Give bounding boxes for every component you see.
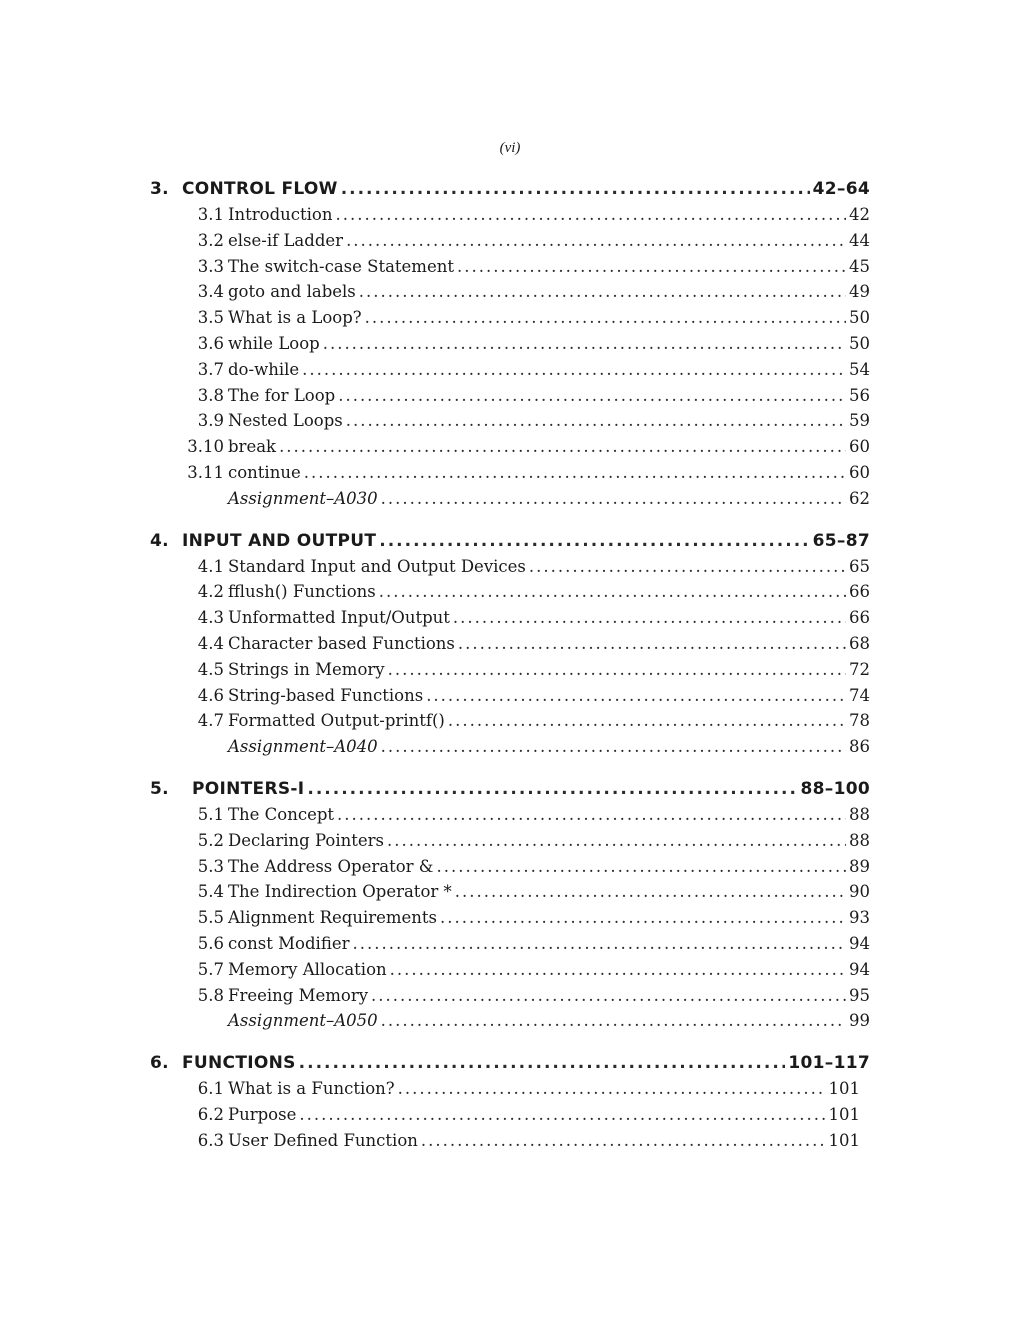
dot-leader — [379, 528, 809, 554]
dot-leader — [453, 605, 846, 631]
toc-entry[interactable] — [150, 1128, 870, 1154]
section-page: 72 — [849, 659, 870, 679]
section-title: The Concept — [228, 804, 335, 824]
chapter-title: POINTERS-I — [192, 778, 305, 799]
chapter-number: 3. — [150, 179, 169, 199]
dot-leader — [299, 1050, 786, 1076]
chapter-title: INPUT AND OUTPUT — [182, 530, 377, 551]
section-page: 74 — [849, 685, 870, 705]
toc-entry[interactable] — [150, 202, 870, 228]
section-title: Alignment Requirements — [228, 908, 438, 928]
dot-leader — [448, 708, 846, 734]
toc-entry[interactable] — [150, 802, 870, 828]
dot-leader — [337, 802, 846, 828]
section-title: fflush() Functions — [228, 582, 376, 602]
dot-leader — [304, 460, 846, 486]
dot-leader — [341, 176, 810, 202]
section-title: Memory Allocation — [228, 959, 387, 979]
section-page: 49 — [849, 282, 870, 302]
toc-entry[interactable] — [150, 854, 870, 880]
chapter-page-range: 42–64 — [812, 179, 870, 199]
toc-entry[interactable] — [150, 228, 870, 254]
dot-leader — [371, 983, 846, 1009]
toc-entry[interactable] — [150, 905, 870, 931]
section-title: Declaring Pointers — [228, 830, 384, 850]
section-number: 4.6 — [197, 685, 224, 705]
dot-leader — [455, 879, 846, 905]
assignment-page: 99 — [849, 1011, 870, 1031]
dot-leader — [279, 434, 846, 460]
section-page: 56 — [849, 385, 870, 405]
toc-entry[interactable] — [150, 460, 870, 486]
section-page: 66 — [849, 608, 870, 628]
dot-leader — [338, 383, 846, 409]
dot-leader — [299, 1102, 825, 1128]
section-number: 3.11 — [187, 462, 224, 482]
toc-entry[interactable] — [150, 279, 870, 305]
section-page: 54 — [849, 359, 870, 379]
chapter-block — [150, 1050, 870, 1153]
section-number: 5.2 — [197, 830, 224, 850]
assignment-title: Assignment–A040 — [228, 737, 378, 757]
chapter-number: 6. — [150, 1053, 169, 1074]
toc-entry[interactable] — [150, 357, 870, 383]
chapter-page-range: 101–117 — [788, 1053, 870, 1074]
section-title: Unformatted Input/Output — [228, 608, 450, 628]
assignment-entry[interactable] — [150, 486, 870, 512]
section-title: User Defined Function — [228, 1130, 418, 1150]
section-number: 5.6 — [197, 933, 224, 953]
toc-entry[interactable] — [150, 828, 870, 854]
dot-leader — [381, 734, 846, 760]
section-number: 6.3 — [197, 1130, 224, 1150]
dot-leader — [379, 579, 846, 605]
table-of-contents — [150, 176, 870, 1170]
section-number: 5.8 — [197, 985, 224, 1005]
section-number: 5.3 — [197, 856, 224, 876]
section-number: 3.6 — [197, 333, 224, 353]
toc-entry[interactable] — [150, 631, 870, 657]
dot-leader — [390, 957, 846, 983]
page-number: (vi) — [499, 140, 521, 156]
toc-entry[interactable] — [150, 708, 870, 734]
section-title: break — [228, 437, 277, 457]
section-number: 4.1 — [197, 556, 224, 576]
assignment-page: 86 — [849, 737, 870, 757]
section-title: Strings in Memory — [228, 659, 385, 679]
dot-leader — [440, 905, 846, 931]
section-number: 3.9 — [197, 411, 224, 431]
toc-entry[interactable] — [150, 657, 870, 683]
section-title: The Address Operator & — [228, 856, 434, 876]
toc-entry[interactable] — [150, 254, 870, 280]
section-page: 50 — [849, 308, 870, 328]
section-number: 5.7 — [197, 959, 224, 979]
dot-leader — [426, 683, 846, 709]
chapter-number: 4. — [150, 530, 169, 551]
section-number: 3.7 — [197, 359, 224, 379]
section-number: 4.7 — [197, 711, 224, 731]
section-page: 101 — [828, 1130, 860, 1150]
chapter-page-range: 88–100 — [800, 778, 870, 799]
chapter-heading[interactable] — [150, 528, 870, 554]
chapter-number: 5. — [150, 778, 169, 799]
toc-entry[interactable] — [150, 1076, 870, 1102]
toc-entry[interactable] — [150, 957, 870, 983]
section-title: The switch-case Statement — [228, 256, 454, 276]
section-title: Freeing Memory — [228, 985, 369, 1005]
section-page: 59 — [849, 411, 870, 431]
section-page: 78 — [849, 711, 870, 731]
section-page: 90 — [849, 882, 870, 902]
assignment-title: Assignment–A050 — [228, 1011, 378, 1031]
section-title: The for Loop — [228, 385, 336, 405]
section-number: 4.2 — [197, 582, 224, 602]
section-title: Purpose — [228, 1104, 297, 1124]
section-title: Introduction — [228, 205, 333, 224]
section-title: else-if Ladder — [228, 230, 344, 250]
section-title: What is a Loop? — [228, 308, 362, 328]
section-number: 5.4 — [197, 882, 224, 902]
dot-leader — [421, 1128, 826, 1154]
dot-leader — [302, 357, 846, 383]
section-number: 3.10 — [187, 437, 224, 457]
toc-entry[interactable] — [150, 383, 870, 409]
section-page: 101 — [828, 1079, 860, 1099]
section-page: 88 — [849, 830, 870, 850]
section-number: 3.4 — [197, 282, 224, 302]
dot-leader — [398, 1076, 826, 1102]
section-number: 3.2 — [197, 230, 224, 250]
section-number: 4.3 — [197, 608, 224, 628]
chapter-heading[interactable] — [150, 176, 870, 202]
section-title: Character based Functions — [228, 633, 455, 653]
assignment-entry[interactable] — [150, 1008, 870, 1034]
section-title: const Modifier — [228, 933, 350, 953]
section-title: String-based Functions — [228, 685, 424, 705]
section-page: 68 — [849, 633, 870, 653]
section-page: 94 — [849, 933, 870, 953]
toc-entry[interactable] — [150, 305, 870, 331]
toc-entry[interactable] — [150, 931, 870, 957]
section-number: 3.3 — [197, 256, 224, 276]
dot-leader — [365, 305, 846, 331]
dot-leader — [381, 1008, 846, 1034]
toc-entry[interactable] — [150, 408, 870, 434]
section-number: 6.1 — [197, 1079, 224, 1099]
chapter-title: CONTROL FLOW — [182, 179, 338, 199]
section-number: 6.2 — [197, 1104, 224, 1124]
toc-entry[interactable] — [150, 579, 870, 605]
section-title: Standard Input and Output Devices — [228, 556, 526, 576]
section-page: 88 — [849, 804, 870, 824]
assignment-entry[interactable] — [150, 734, 870, 760]
chapter-block — [150, 776, 870, 1034]
chapter-block — [150, 528, 870, 760]
dot-leader — [346, 408, 846, 434]
section-page: 101 — [828, 1104, 860, 1124]
chapter-title: FUNCTIONS — [182, 1053, 296, 1074]
section-page: 94 — [849, 959, 870, 979]
dot-leader — [436, 854, 846, 880]
section-number: 4.5 — [197, 659, 224, 679]
toc-entry[interactable] — [150, 1102, 870, 1128]
toc-entry[interactable] — [150, 605, 870, 631]
chapter-page-range: 65–87 — [812, 530, 870, 551]
section-number: 5.1 — [197, 804, 224, 824]
section-title: What is a Function? — [228, 1079, 395, 1099]
dot-leader — [381, 486, 846, 512]
dot-leader — [387, 828, 846, 854]
section-page: 93 — [849, 908, 870, 928]
section-title: Formatted Output-printf() — [228, 711, 445, 731]
chapter-block — [150, 176, 870, 512]
dot-leader — [336, 202, 847, 228]
dot-leader — [346, 228, 846, 254]
section-number: 3.8 — [197, 385, 224, 405]
toc-entry[interactable] — [150, 983, 870, 1009]
dot-leader — [529, 554, 846, 580]
dot-leader — [359, 279, 846, 305]
toc-entry[interactable] — [150, 331, 870, 357]
section-number: 3.5 — [197, 308, 224, 328]
section-page: 50 — [849, 333, 870, 353]
toc-entry[interactable] — [150, 879, 870, 905]
section-title: goto and labels — [228, 282, 356, 302]
toc-entry[interactable] — [150, 683, 870, 709]
dot-leader — [323, 331, 846, 357]
assignment-page: 62 — [849, 488, 870, 508]
section-number: 5.5 — [197, 908, 224, 928]
dot-leader — [388, 657, 846, 683]
section-number: 3.1 — [197, 205, 224, 224]
section-page: 60 — [849, 462, 870, 482]
assignment-title: Assignment–A030 — [228, 488, 378, 508]
section-title: do-while — [228, 359, 300, 379]
chapter-heading[interactable] — [150, 776, 870, 802]
section-page: 44 — [849, 230, 870, 250]
section-page: 66 — [849, 582, 870, 602]
dot-leader — [352, 931, 846, 957]
section-page: 42 — [849, 205, 870, 224]
chapter-heading[interactable] — [150, 1050, 870, 1076]
section-page: 45 — [849, 256, 870, 276]
section-title: Nested Loops — [228, 411, 343, 431]
section-page: 65 — [849, 556, 870, 576]
toc-entry[interactable] — [150, 554, 870, 580]
section-page: 89 — [849, 856, 870, 876]
dot-leader — [458, 631, 846, 657]
section-page: 95 — [849, 985, 870, 1005]
section-title: continue — [228, 462, 301, 482]
dot-leader — [457, 254, 846, 280]
section-title: while Loop — [228, 333, 320, 353]
section-page: 60 — [849, 437, 870, 457]
toc-entry[interactable] — [150, 434, 870, 460]
dot-leader — [307, 776, 797, 802]
section-number: 4.4 — [197, 633, 224, 653]
section-title: The Indirection Operator * — [228, 882, 452, 902]
